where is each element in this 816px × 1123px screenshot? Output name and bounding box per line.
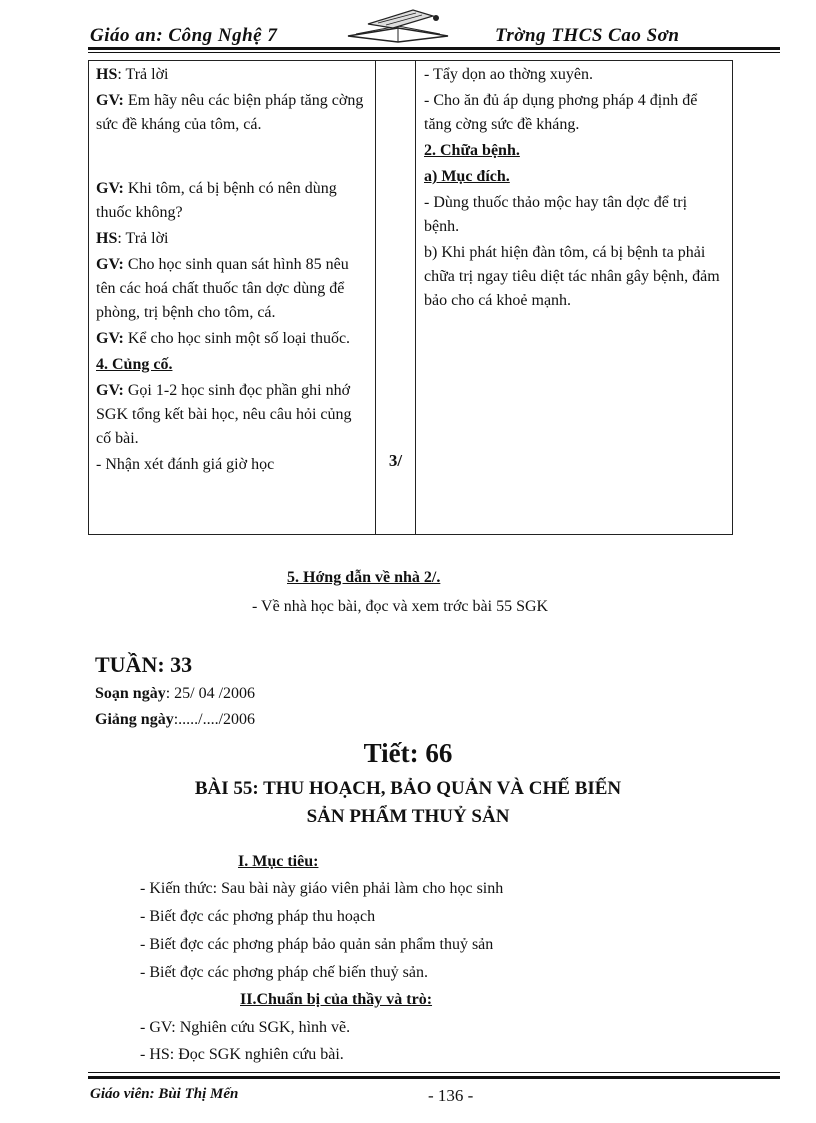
activities-column [89, 61, 376, 535]
header-rule-thin [88, 52, 780, 53]
activity-gv-question-1: GV: Em hãy nêu các biện pháp tăng cờng sức đề kháng của tôm, cá. [96, 92, 364, 133]
book-logo-icon [338, 6, 458, 46]
teach-date: Giảng ngày:...../..../2006 [95, 711, 256, 728]
objective-item: - Biết đợc các phơng pháp bảo quản sản phẩm thuỷ sản [140, 936, 494, 953]
content-herbal: - Dùng thuốc thảo mộc hay tân dợc để trị bệnh. [424, 194, 688, 235]
content-treat-now: b) Khi phát hiện đàn tôm, cá bị bệnh ta phải chữa trị ngay tiêu diệt tác nhân gây bệnh, đảm bảo cho cá khoẻ mạnh. [424, 244, 720, 309]
header-school: Trờng THCS Cao Sơn [495, 25, 680, 46]
plan-date: Soạn ngày: 25/ 04 /2006 [95, 685, 256, 702]
homework-heading: 5. Hớng dẫn về nhà 2/. [287, 569, 441, 586]
objective-item: - Biết đợc các phơng pháp chế biến thuỷ sản. [140, 964, 428, 981]
section-consolidation: 4. Củng cố. [96, 356, 173, 373]
week-label: TUẦN: 33 [95, 652, 193, 677]
section-treatment: 2. Chữa bệnh. [424, 142, 520, 159]
homework-text: - Về nhà học bài, đọc và xem trớc bài 55 SGK [252, 598, 549, 615]
activity-review: - Nhận xét đánh giá giờ học [96, 456, 275, 473]
preparation-item: - HS: Đọc SGK nghiên cứu bài. [140, 1046, 344, 1063]
content-feeding: - Cho ăn đủ áp dụng phơng pháp 4 định để tăng cờng sức đề kháng. [424, 92, 698, 133]
preparation-heading: II.Chuẩn bị của thầy và trò: [240, 991, 433, 1008]
page-number: - 136 - [428, 1086, 474, 1105]
objectives-heading: I. Mục tiêu: [238, 853, 319, 870]
activity-gv-question-2: GV: Khi tôm, cá bị bệnh có nên dùng thuốc không? [96, 180, 337, 221]
footer-rule-thin [88, 1072, 780, 1073]
activity-gv-summary: GV: Gọi 1-2 học sinh đọc phần ghi nhớ SGK tổng kết bài học, nêu câu hỏi củng cố bài. [96, 382, 352, 447]
time-value: 3/ [388, 451, 403, 470]
footer-rule-thick [88, 1076, 780, 1079]
footer-teacher: Giáo viên: Bùi Thị Mến [90, 1086, 239, 1102]
time-column [376, 61, 416, 535]
section-purpose: a) Mục đích. [424, 168, 510, 185]
header-subject: Giáo an: Công Nghệ 7 [90, 25, 278, 46]
activity-hs-answer-2: HS: Trả lời [96, 230, 169, 247]
content-column [416, 61, 733, 535]
period-title: Tiết: 66 [363, 738, 453, 768]
objective-item: - Kiến thức: Sau bài này giáo viên phải làm cho học sinh [140, 880, 504, 897]
header-rule-thick [88, 47, 780, 50]
preparation-item: - GV: Nghiên cứu SGK, hình vẽ. [140, 1019, 351, 1036]
objective-item: - Biết đợc các phơng pháp thu hoạch [140, 908, 376, 925]
activity-gv-drugs: GV: Kể cho học sinh một số loại thuốc. [96, 330, 351, 347]
content-pond-cleaning: - Tẩy dọn ao thờng xuyên. [424, 66, 594, 83]
lesson-title-line1: BÀI 55: THU HOẠCH, BẢO QUẢN VÀ CHẾ BIẾN [194, 778, 622, 799]
lesson-table [88, 60, 733, 535]
lesson-title-line2: SẢN PHẨM THUỶ SẢN [306, 806, 510, 827]
activity-hs-answer-1: HS: Trả lời [96, 66, 169, 83]
activity-gv-observe: GV: Cho học sinh quan sát hình 85 nêu tên các hoá chất thuốc tân dợc dùng để phòng, trị bệnh cho tôm, cá. [96, 256, 349, 321]
